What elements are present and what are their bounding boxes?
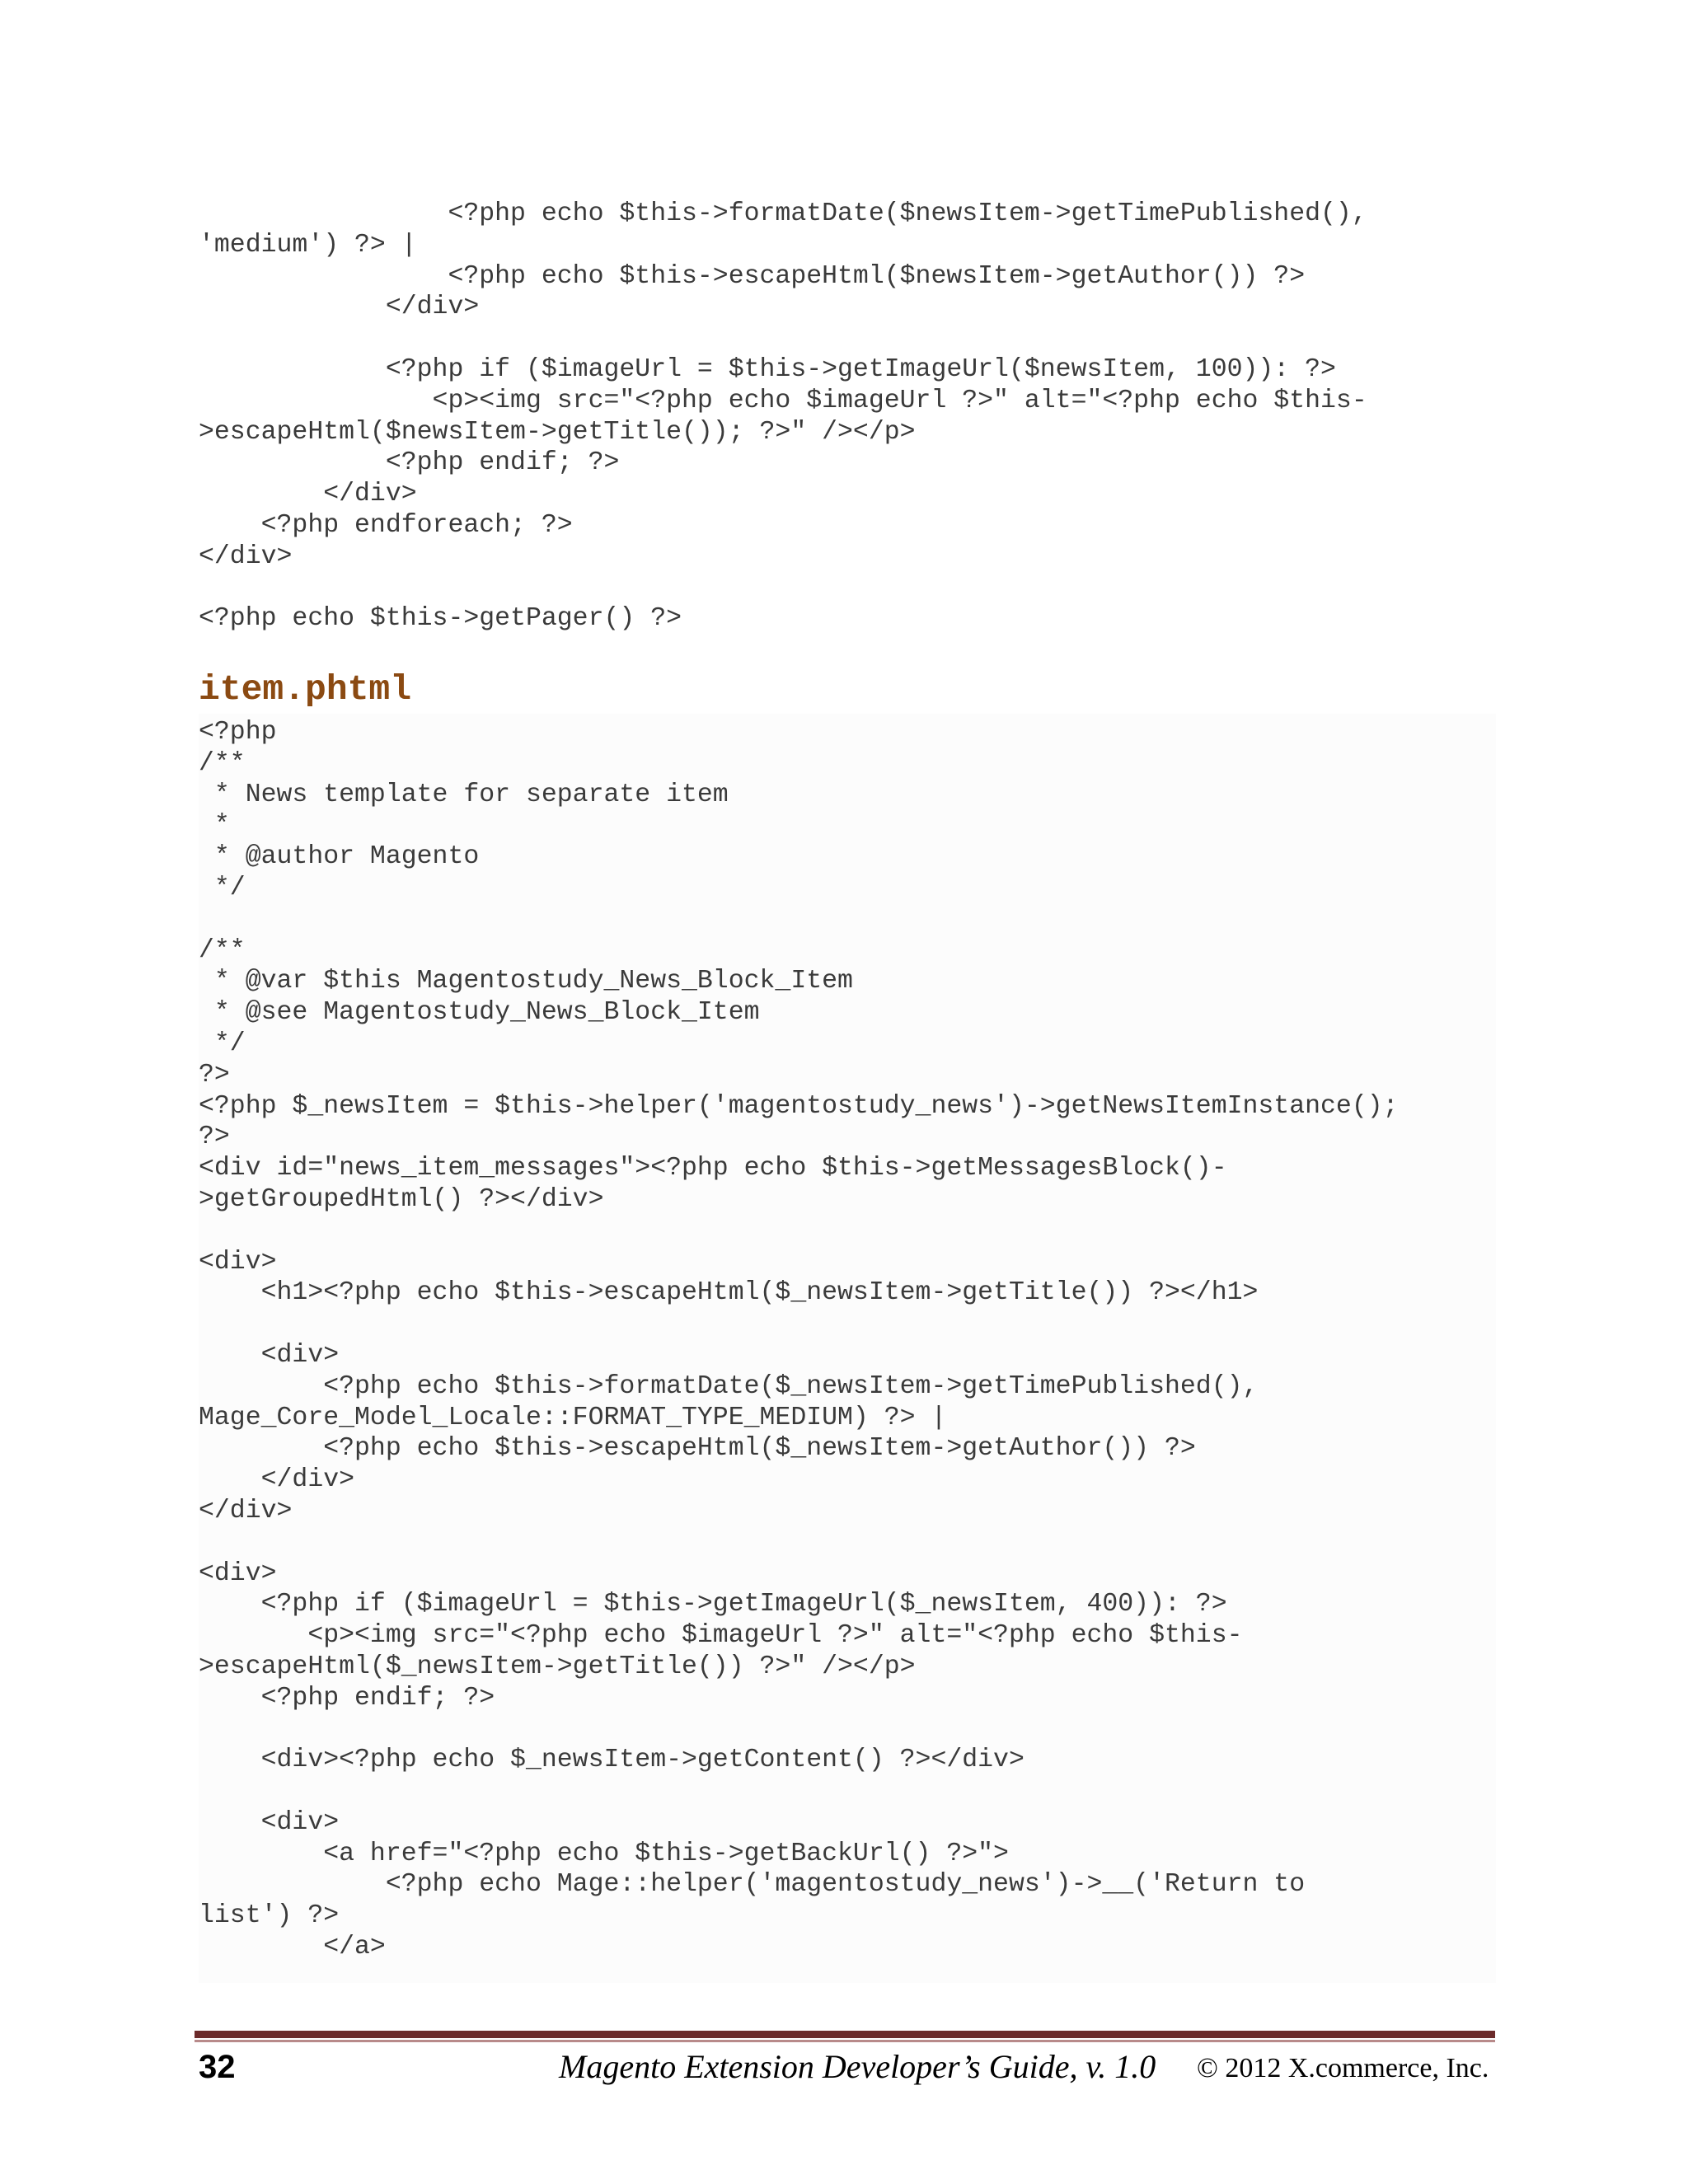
code-line: <?php endforeach; ?> xyxy=(199,510,573,540)
code-line: >escapeHtml($_newsItem->getTitle()) ?>" /></p> xyxy=(199,1652,916,1681)
code-line: </div> xyxy=(199,480,417,509)
code-listing-top xyxy=(199,199,1496,635)
code-line: >escapeHtml($newsItem->getTitle()); ?>" /></p> xyxy=(199,417,916,447)
code-line xyxy=(199,323,1496,354)
code-line: * xyxy=(199,811,230,841)
code-line: ?> xyxy=(199,1122,230,1152)
code-line xyxy=(199,1527,1496,1558)
code-line: <?php endif; ?> xyxy=(199,1683,495,1713)
page-number: 32 xyxy=(199,2049,236,2085)
code-line: <div> xyxy=(199,1558,277,1588)
code-line: <div> xyxy=(199,1247,277,1277)
code-listing-item-phtml xyxy=(199,717,1496,1963)
code-line: * @see Magentostudy_News_Block_Item xyxy=(199,998,760,1028)
code-line: * @author Magento xyxy=(199,842,480,872)
code-line: <div> xyxy=(199,1340,340,1370)
code-line xyxy=(199,904,1496,935)
code-line: <?php echo $this->escapeHtml($_newsItem->getAuthor()) ?> xyxy=(199,1434,1196,1464)
code-line: <div> xyxy=(199,1807,340,1837)
code-line: 'medium') ?> | xyxy=(199,230,417,260)
code-line: <?php if ($imageUrl = $this->getImageUrl($_newsItem, 400)): ?> xyxy=(199,1590,1227,1619)
code-line: */ xyxy=(199,1029,246,1058)
footer-copyright: © 2012 X.commerce, Inc. xyxy=(1197,2053,1489,2083)
code-line: */ xyxy=(199,873,246,902)
footer-book-title: Magento Extension Developer’s Guide, v. 1.0 xyxy=(559,2048,1156,2085)
code-line: <?php echo Mage::helper('magentostudy_news')->__('Return to xyxy=(199,1870,1306,1900)
code-line: <?php echo $this->escapeHtml($newsItem->getAuthor()) ?> xyxy=(199,261,1306,291)
section-heading-item-phtml: item.phtml xyxy=(199,669,412,710)
code-line: <a href="<?php echo $this->getBackUrl() ?>"> xyxy=(199,1839,1009,1868)
code-line: <div><?php echo $_newsItem->getContent() ?></div> xyxy=(199,1746,1025,1775)
code-line: <p><img src="<?php echo $imageUrl ?>" alt="<?php echo $this- xyxy=(199,386,1367,415)
code-line: >getGroupedHtml() ?></div> xyxy=(199,1184,604,1214)
code-line: * News template for separate item xyxy=(199,780,729,809)
footer-divider-thin xyxy=(195,2040,1495,2042)
code-line: ?> xyxy=(199,1060,230,1090)
code-line xyxy=(199,573,1496,604)
code-line: <?php echo $this->formatDate($_newsItem->getTimePublished(), xyxy=(199,1371,1259,1401)
footer-divider xyxy=(195,2031,1495,2038)
code-line xyxy=(199,1714,1496,1746)
code-line: </div> xyxy=(199,1496,293,1526)
code-line: <?php echo $this->formatDate($newsItem->getTimePublished(), xyxy=(199,199,1367,228)
code-line xyxy=(199,1309,1496,1340)
code-line: Mage_Core_Model_Locale::FORMAT_TYPE_MEDIUM) ?> | xyxy=(199,1403,947,1432)
code-line: </div> xyxy=(199,293,480,322)
code-line: <?php if ($imageUrl = $this->getImageUrl($newsItem, 100)): ?> xyxy=(199,354,1336,384)
code-line: <?php endif; ?> xyxy=(199,448,620,478)
code-line: /** xyxy=(199,935,246,965)
code-line: * @var $this Magentostudy_News_Block_Item xyxy=(199,967,853,996)
code-line: <div id="news_item_messages"><?php echo $this->getMessagesBlock()- xyxy=(199,1154,1227,1183)
code-line: <?php $_newsItem = $this->helper('magentostudy_news')->getNewsItemInstance(); xyxy=(199,1091,1399,1121)
code-line: <p><img src="<?php echo $imageUrl ?>" alt="<?php echo $this- xyxy=(199,1621,1243,1651)
code-line xyxy=(199,1776,1496,1807)
code-line: list') ?> xyxy=(199,1901,340,1931)
code-line: </div> xyxy=(199,1465,355,1495)
code-line: <?php xyxy=(199,718,277,747)
code-line: /** xyxy=(199,748,246,778)
code-line: </div> xyxy=(199,541,293,571)
code-line: </a> xyxy=(199,1933,386,1962)
code-line: <?php echo $this->getPager() ?> xyxy=(199,604,682,634)
code-line: <h1><?php echo $this->escapeHtml($_newsItem->getTitle()) ?></h1> xyxy=(199,1278,1259,1308)
code-line xyxy=(199,1216,1496,1247)
